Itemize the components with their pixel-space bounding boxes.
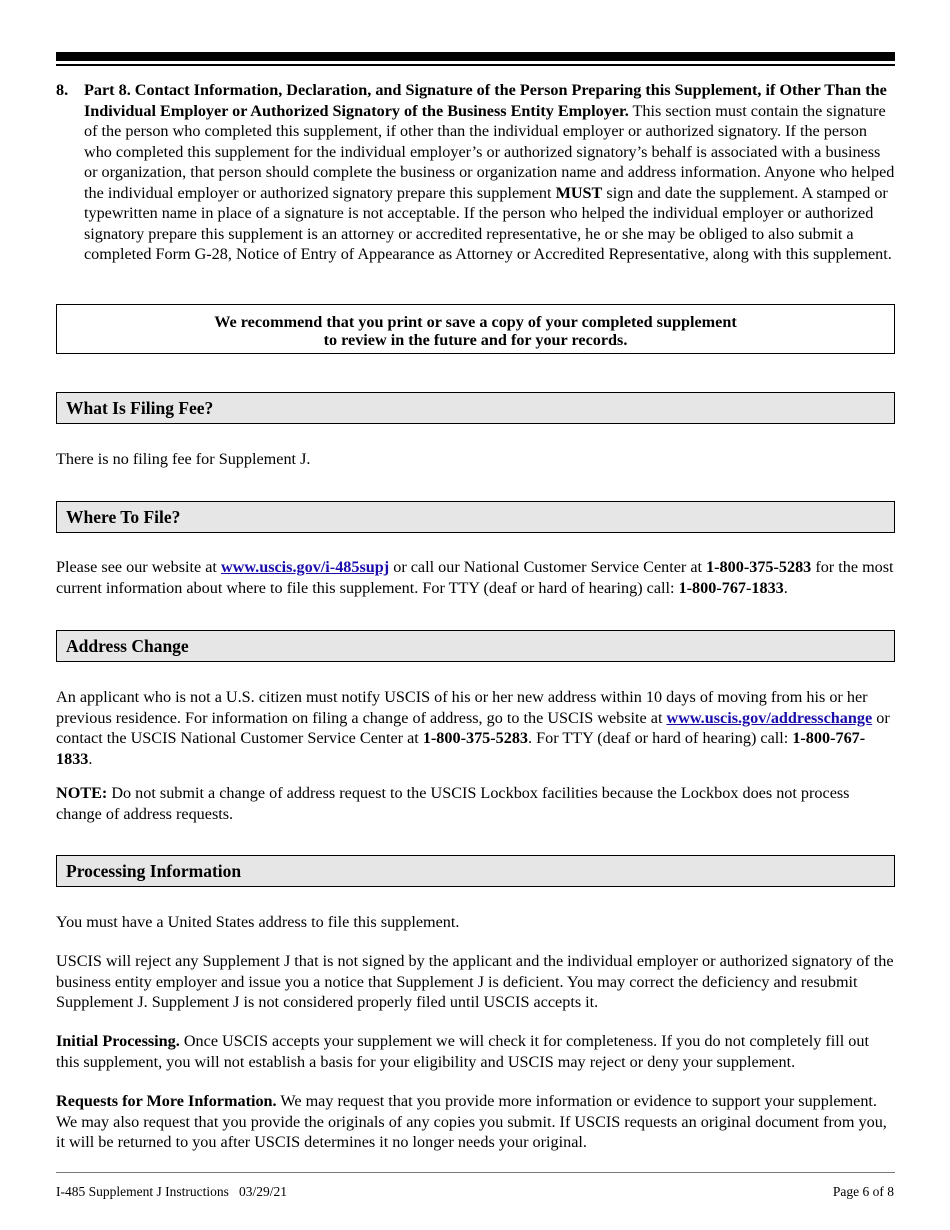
tty-phone-2: 1-800-767-1833	[56, 729, 866, 768]
note-label: NOTE:	[56, 784, 108, 802]
filing-fee-section-header	[56, 392, 895, 424]
item-8-text-a: This section must contain the signature of the person who completed this supplement, if other than the individual employer or authorized signatory. If the person who completed this supplement for the individual employer’s or authorized signatory’s behalf is associated with a business or organization, that person should complete the business or organization name and address information. Anyone who helped the individual employer or authorized signatory prepare this supplement	[84, 101, 895, 202]
recommendation-line-1: We recommend that you print or save a copy of your completed supplement	[214, 313, 737, 331]
requests-label: Requests for More Information.	[56, 1092, 277, 1110]
item-8-text-b: sign and date the supplement. A stamped or typewritten name in place of a signature is not acceptable. If the person who helped the individual employer or authorized signatory prepare this supplement is an attorney or accredited representative, he or she may be obliged to also submit a completed Form G-28, Notice of Entry of Appearance as Attorney or Accredited Representative, along with this supplement.	[84, 183, 892, 263]
filing-fee-text: There is no filing fee for Supplement J.	[56, 450, 311, 468]
tty-phone: 1-800-767-1833	[678, 578, 784, 597]
where-to-file-text-1: Please see our website at	[56, 558, 217, 576]
requests-more-info	[56, 1091, 896, 1153]
initial-processing-label: Initial Processing.	[56, 1032, 180, 1050]
address-change-heading: Address Change	[66, 636, 189, 656]
item-8-body	[84, 80, 896, 265]
address-change-text-4: .	[88, 749, 93, 768]
address-change-text	[56, 687, 896, 769]
i-485supj-link[interactable]: www.uscis.gov/i-485supj	[220, 558, 390, 576]
footer-form-id: I-485 Supplement J Instructions 03/29/21	[56, 1184, 287, 1199]
footer-page-number: Page 6 of 8	[832, 1184, 894, 1199]
address-change-text-1: An applicant who is not a U.S. citizen must notify USCIS of his or her new address within 10 days of moving from his or her previous residence. For information on filing a change of address, go to the USCIS website at	[56, 688, 868, 727]
header-thin-rule	[56, 64, 895, 66]
address-change-section-header	[56, 630, 895, 662]
where-to-file-heading: Where To File?	[66, 507, 181, 527]
where-to-file-text-4: .	[783, 578, 788, 597]
where-to-file-text-3: for the most current information about where to file this supplement. For TTY (deaf or hard of hearing) call:	[56, 558, 894, 597]
processing-heading: Processing Information	[66, 861, 242, 881]
address-change-text-3: . For TTY (deaf or hard of hearing) call:	[528, 729, 789, 747]
recommendation-box	[56, 304, 895, 354]
filing-fee-heading: What Is Filing Fee?	[66, 398, 214, 418]
address-change-note	[56, 783, 896, 824]
item-8-heading: Part 8. Contact Information, Declaration, and Signature of the Person Preparing this Supplement, if Other Than the Individual Employer or Authorized Signatory of the Business Entity Employer.	[84, 81, 887, 120]
footer-rule	[56, 1172, 895, 1173]
ncsc-phone-2: 1-800-375-5283	[422, 729, 529, 747]
initial-processing-text: Once USCIS accepts your supplement we will check it for completeness. If you do not completely fill out this supplement, you will not establish a basis for your eligibility and USCIS may reject or deny your supplement.	[56, 1032, 869, 1071]
item-number: 8.	[56, 81, 69, 99]
must-emphasis: MUST	[555, 183, 603, 202]
requests-text: We may request that you provide more information or evidence to support your supplement. We may also request that you provide the originals of any copies you submit. If USCIS requests an original document from you, it will be returned to you after USCIS determines it no longer needs your original.	[56, 1092, 887, 1151]
processing-p1: You must have a United States address to file this supplement.	[56, 913, 460, 931]
note-text: Do not submit a change of address request to the USCIS Lockbox facilities because the Lockbox does not process change of address requests.	[56, 784, 850, 823]
header-thick-rule	[56, 52, 895, 61]
where-to-file-text	[56, 557, 896, 598]
item-8-part-8	[56, 80, 896, 265]
initial-processing	[56, 1031, 896, 1072]
processing-section-header	[56, 855, 895, 887]
processing-p2: USCIS will reject any Supplement J that is not signed by the applicant and the individual employer or authorized signatory of the business entity employer and issue you a notice that Supplement J is deficient. You may correct the deficiency and resubmit Supplement J. Supplement J is not considered properly filed until USCIS accepts it.	[56, 952, 894, 1011]
addresschange-link[interactable]: www.uscis.gov/addresschange	[666, 708, 873, 727]
address-change-text-2: or contact the USCIS National Customer Service Center at	[56, 708, 890, 747]
ncsc-phone: 1-800-375-5283	[706, 558, 812, 576]
recommendation-line-2: to review in the future and for your records.	[323, 331, 628, 349]
where-to-file-section-header	[56, 501, 895, 533]
where-to-file-text-2: or call our National Customer Service Center at	[393, 558, 703, 576]
